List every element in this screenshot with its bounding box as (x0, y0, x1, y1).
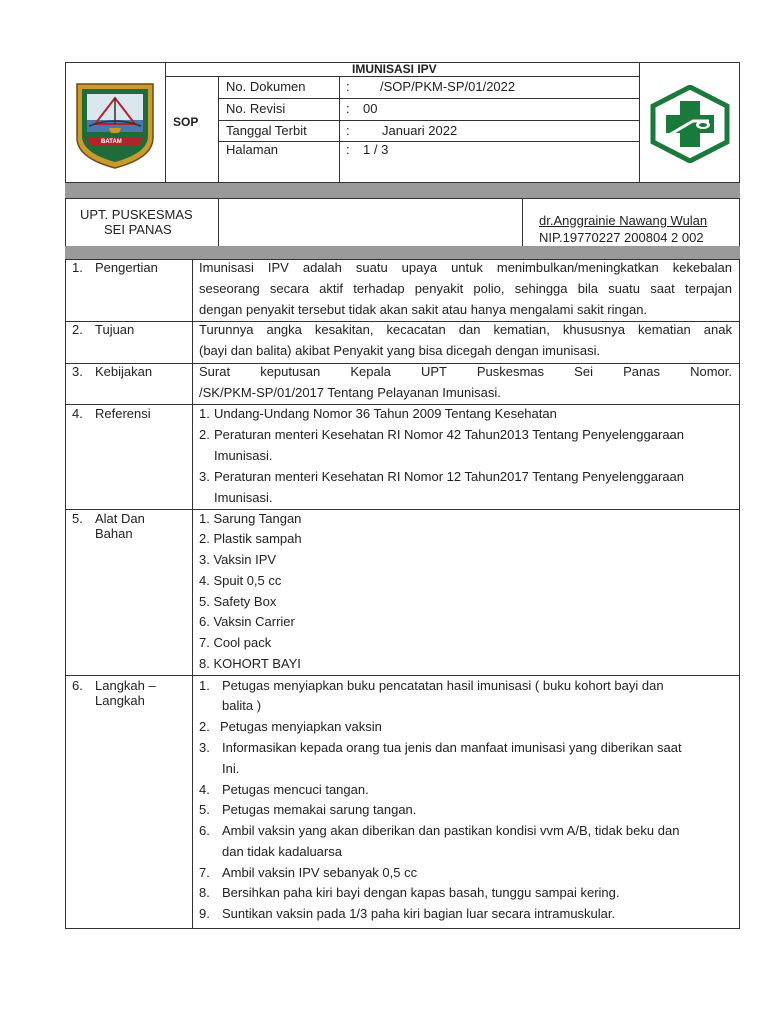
step-text: Petugas menyiapkan vaksin (220, 719, 382, 734)
sop-label: SOP (173, 115, 199, 129)
field-separator: : (346, 79, 350, 94)
field-label: No. Dokumen (226, 79, 306, 94)
step-number: 2. (199, 719, 210, 734)
step-number: 8. (199, 885, 210, 900)
section-number: 4. (72, 406, 83, 421)
body-line: Imunisasi IPV adalah suatu upaya untuk menimbulkan/meningkatkan kekebalan (199, 260, 732, 275)
list-number: 3. (199, 469, 210, 484)
list-item: Peraturan menteri Kesehatan RI Nomor 42 Tahun2013 Tentang Penyelenggaraan (214, 427, 685, 442)
puskesmas-logo (649, 85, 731, 163)
field-value: /SOP/PKM-SP/01/2022 (380, 79, 516, 94)
body-line: seseorang secara aktif terhadap penyakit polio, sehingga bila suatu saat terpajan (199, 281, 732, 296)
signer-name: dr.Anggrainie Nawang Wulan (539, 213, 708, 228)
step-text: Ambil vaksin yang akan diberikan dan pastikan kondisi vvm A/B, tidak beku dan (222, 823, 680, 838)
field-value: Januari 2022 (382, 123, 458, 138)
section-number: 1. (72, 260, 83, 275)
list-number: 1. (199, 406, 210, 421)
field-separator: : (346, 101, 350, 116)
step-text: Bersihkan paha kiri bayi dengan kapas basah, tunggu sampai kering. (222, 885, 620, 900)
field-value: 00 (363, 101, 378, 116)
list-item: Peraturan menteri Kesehatan RI Nomor 12 Tahun2017 Tentang Penyelenggaraan (214, 469, 685, 484)
org-name-line2: SEI PANAS (104, 222, 172, 237)
field-separator: : (346, 123, 350, 138)
org-name-line1: UPT. PUSKESMAS (80, 207, 193, 222)
separator-band (65, 246, 740, 259)
batam-logo-text: BATAM (101, 139, 122, 145)
list-item: 6. Vaksin Carrier (199, 614, 295, 629)
section-label: Bahan (95, 526, 133, 541)
field-separator: : (346, 142, 350, 157)
list-item: Undang-Undang Nomor 36 Tahun 2009 Tentang Kesehatan (214, 406, 557, 421)
list-item: 3. Vaksin IPV (199, 552, 277, 567)
section-label: Langkah – (95, 678, 156, 693)
document-title: IMUNISASI IPV (352, 62, 437, 76)
section-number: 3. (72, 364, 83, 379)
body-line: Surat keputusan Kepala UPT Puskesmas Sei Panas Nomor. (199, 364, 732, 379)
list-item: 4. Spuit 0,5 cc (199, 573, 282, 588)
section-label: Pengertian (95, 260, 158, 275)
step-text: Informasikan kepada orang tua jenis dan manfaat imunisasi yang diberikan saat (222, 740, 682, 755)
step-text: Petugas memakai sarung tangan. (222, 802, 417, 817)
batam-logo (73, 80, 157, 170)
section-number: 6. (72, 678, 83, 693)
step-number: 5. (199, 802, 210, 817)
section-label: Alat Dan (95, 511, 145, 526)
list-item: 2. Plastik sampah (199, 531, 302, 546)
signer-nip: NIP.19770227 200804 2 002 (539, 230, 704, 245)
list-item: 7. Cool pack (199, 635, 272, 650)
step-text: Petugas mencuci tangan. (222, 782, 369, 797)
step-text: Petugas menyiapkan buku pencatatan hasil imunisasi ( buku kohort bayi dan (222, 678, 664, 693)
step-text: dan tidak kadaluarsa (222, 844, 342, 859)
field-value: 1 / 3 (363, 142, 389, 157)
list-item: 5. Safety Box (199, 594, 277, 609)
list-number: 2. (199, 427, 210, 442)
list-item: 1. Sarung Tangan (199, 511, 302, 526)
section-label: Referensi (95, 406, 151, 421)
field-label: No. Revisi (226, 101, 286, 116)
step-number: 6. (199, 823, 210, 838)
step-text: Ini. (222, 761, 240, 776)
step-number: 4. (199, 782, 210, 797)
step-text: Suntikan vaksin pada 1/3 paha kiri bagian luar secara intramuskular. (222, 906, 616, 921)
step-number: 9. (199, 906, 210, 921)
step-text: balita ) (222, 698, 262, 713)
step-number: 1. (199, 678, 210, 693)
list-item: Imunisasi. (214, 448, 273, 463)
separator-band (65, 183, 740, 198)
body-line: dengan penyakit tersebut tidak akan sakit atau hanya mengalami sakit ringan. (199, 302, 648, 317)
section-number: 5. (72, 511, 83, 526)
field-label: Halaman (226, 142, 279, 157)
section-label: Tujuan (95, 322, 135, 337)
body-line: /SK/PKM-SP/01/2017 Tentang Pelayanan Imunisasi. (199, 385, 501, 400)
field-label: Tanggal Terbit (226, 123, 307, 138)
section-number: 2. (72, 322, 83, 337)
body-line: Turunnya angka kesakitan, kecacatan dan kematian, khususnya kematian anak (199, 322, 732, 337)
list-item: Imunisasi. (214, 490, 273, 505)
step-number: 3. (199, 740, 210, 755)
step-number: 7. (199, 865, 210, 880)
body-line: (bayi dan balita) akibat Penyakit yang bisa dicegah dengan imunisasi. (199, 343, 601, 358)
step-text: Ambil vaksin IPV sebanyak 0,5 cc (222, 865, 418, 880)
list-item: 8. KOHORT BAYI (199, 656, 301, 671)
section-label: Langkah (95, 693, 145, 708)
section-label: Kebijakan (95, 364, 153, 379)
